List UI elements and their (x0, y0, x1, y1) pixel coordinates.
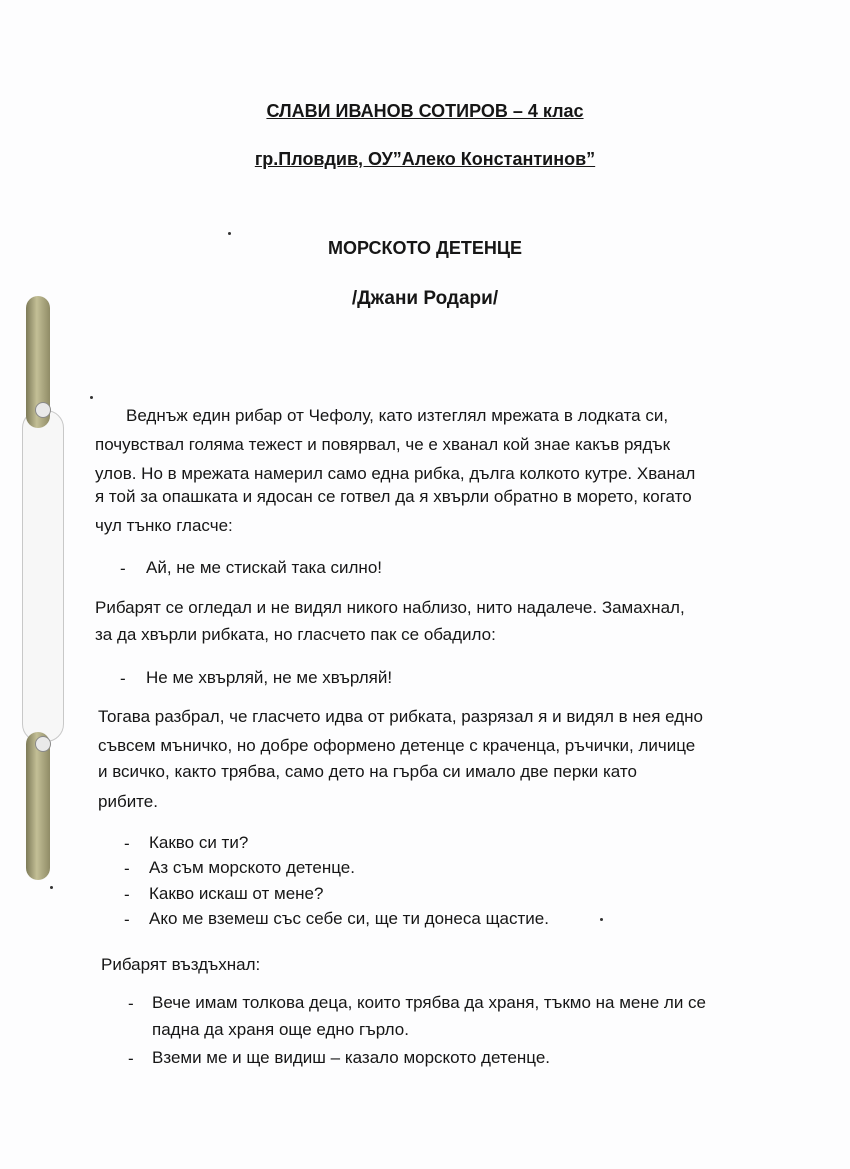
dialog-line: Не ме хвърляй, не ме хвърляй! (146, 668, 393, 687)
paragraph-line: Веднъж един рибар от Чефолу, като изтеглял мрежата в лодката си, (126, 406, 669, 425)
paragraph-line: я той за опашката и ядосан се готвел да я хвърли обратно в морето, когато (95, 487, 692, 506)
dialog-line: Ако ме вземеш със себе си, ще ти донеса щастие. (149, 909, 549, 928)
binder-strip (22, 410, 64, 742)
dialog-dash: - (124, 834, 130, 853)
paragraph-line: съвсем мъничко, но добре оформено детенце с краченца, ръчички, личице (98, 736, 696, 755)
story-title: МОРСКОТО ДЕТЕНЦЕ (327, 238, 523, 258)
dialog-dash: - (124, 885, 130, 904)
binder-fastener-bottom (26, 732, 50, 880)
scan-speck (90, 396, 93, 399)
paragraph-line: за да хвърли рибката, но гласчето пак се обадило: (95, 625, 496, 644)
dialog-dash: - (120, 559, 126, 578)
paragraph-line: и всичко, както трябва, само дето на гърба си имало две перки като (98, 762, 637, 781)
paragraph-line: чул тънко гласче: (95, 516, 233, 535)
scan-speck (600, 918, 603, 921)
paragraph-line: рибите. (98, 792, 158, 811)
dialog-dash: - (128, 1049, 134, 1068)
dialog-dash: - (124, 910, 130, 929)
dialog-dash: - (128, 994, 134, 1013)
school-line: гр.Пловдив, ОУ”Алеко Константинов” (254, 149, 596, 169)
paragraph-line: Тогава разбрал, че гласчето идва от рибката, разрязал я и видял в нея едно (98, 707, 703, 726)
dialog-line: Какво искаш от мене? (149, 884, 324, 903)
paragraph-line: почувствал голяма тежест и повярвал, че е хванал кой знае какъв рядък (95, 435, 671, 454)
dialog-dash: - (120, 669, 126, 688)
dialog-line: Ай, не ме стискай така силно! (146, 558, 382, 577)
paragraph-line: улов. Но в мрежата намерил само една рибка, дълга колкото кутре. Хванал (95, 464, 696, 483)
paragraph-line: Рибарят въздъхнал: (101, 955, 261, 974)
dialog-line: Аз съм морското детенце. (149, 858, 355, 877)
story-author: /Джани Родари/ (351, 288, 499, 309)
scan-speck (228, 232, 231, 235)
dialog-line: падна да храня още едно гърло. (152, 1020, 409, 1039)
punch-hole-top (35, 402, 51, 418)
dialog-line: Какво си ти? (149, 833, 249, 852)
dialog-line: Вземи ме и ще видиш – казало морското детенце. (152, 1048, 551, 1067)
author-line: СЛАВИ ИВАНОВ СОТИРОВ – 4 клас (266, 101, 584, 121)
dialog-line: Вече имам толкова деца, които трябва да храня, тъкмо на мене ли се (152, 993, 707, 1012)
paragraph-line: Рибарят се огледал и не видял никого наблизо, нито надалече. Замахнал, (95, 598, 685, 617)
punch-hole-bottom (35, 736, 51, 752)
dialog-dash: - (124, 859, 130, 878)
scan-speck (50, 886, 53, 889)
